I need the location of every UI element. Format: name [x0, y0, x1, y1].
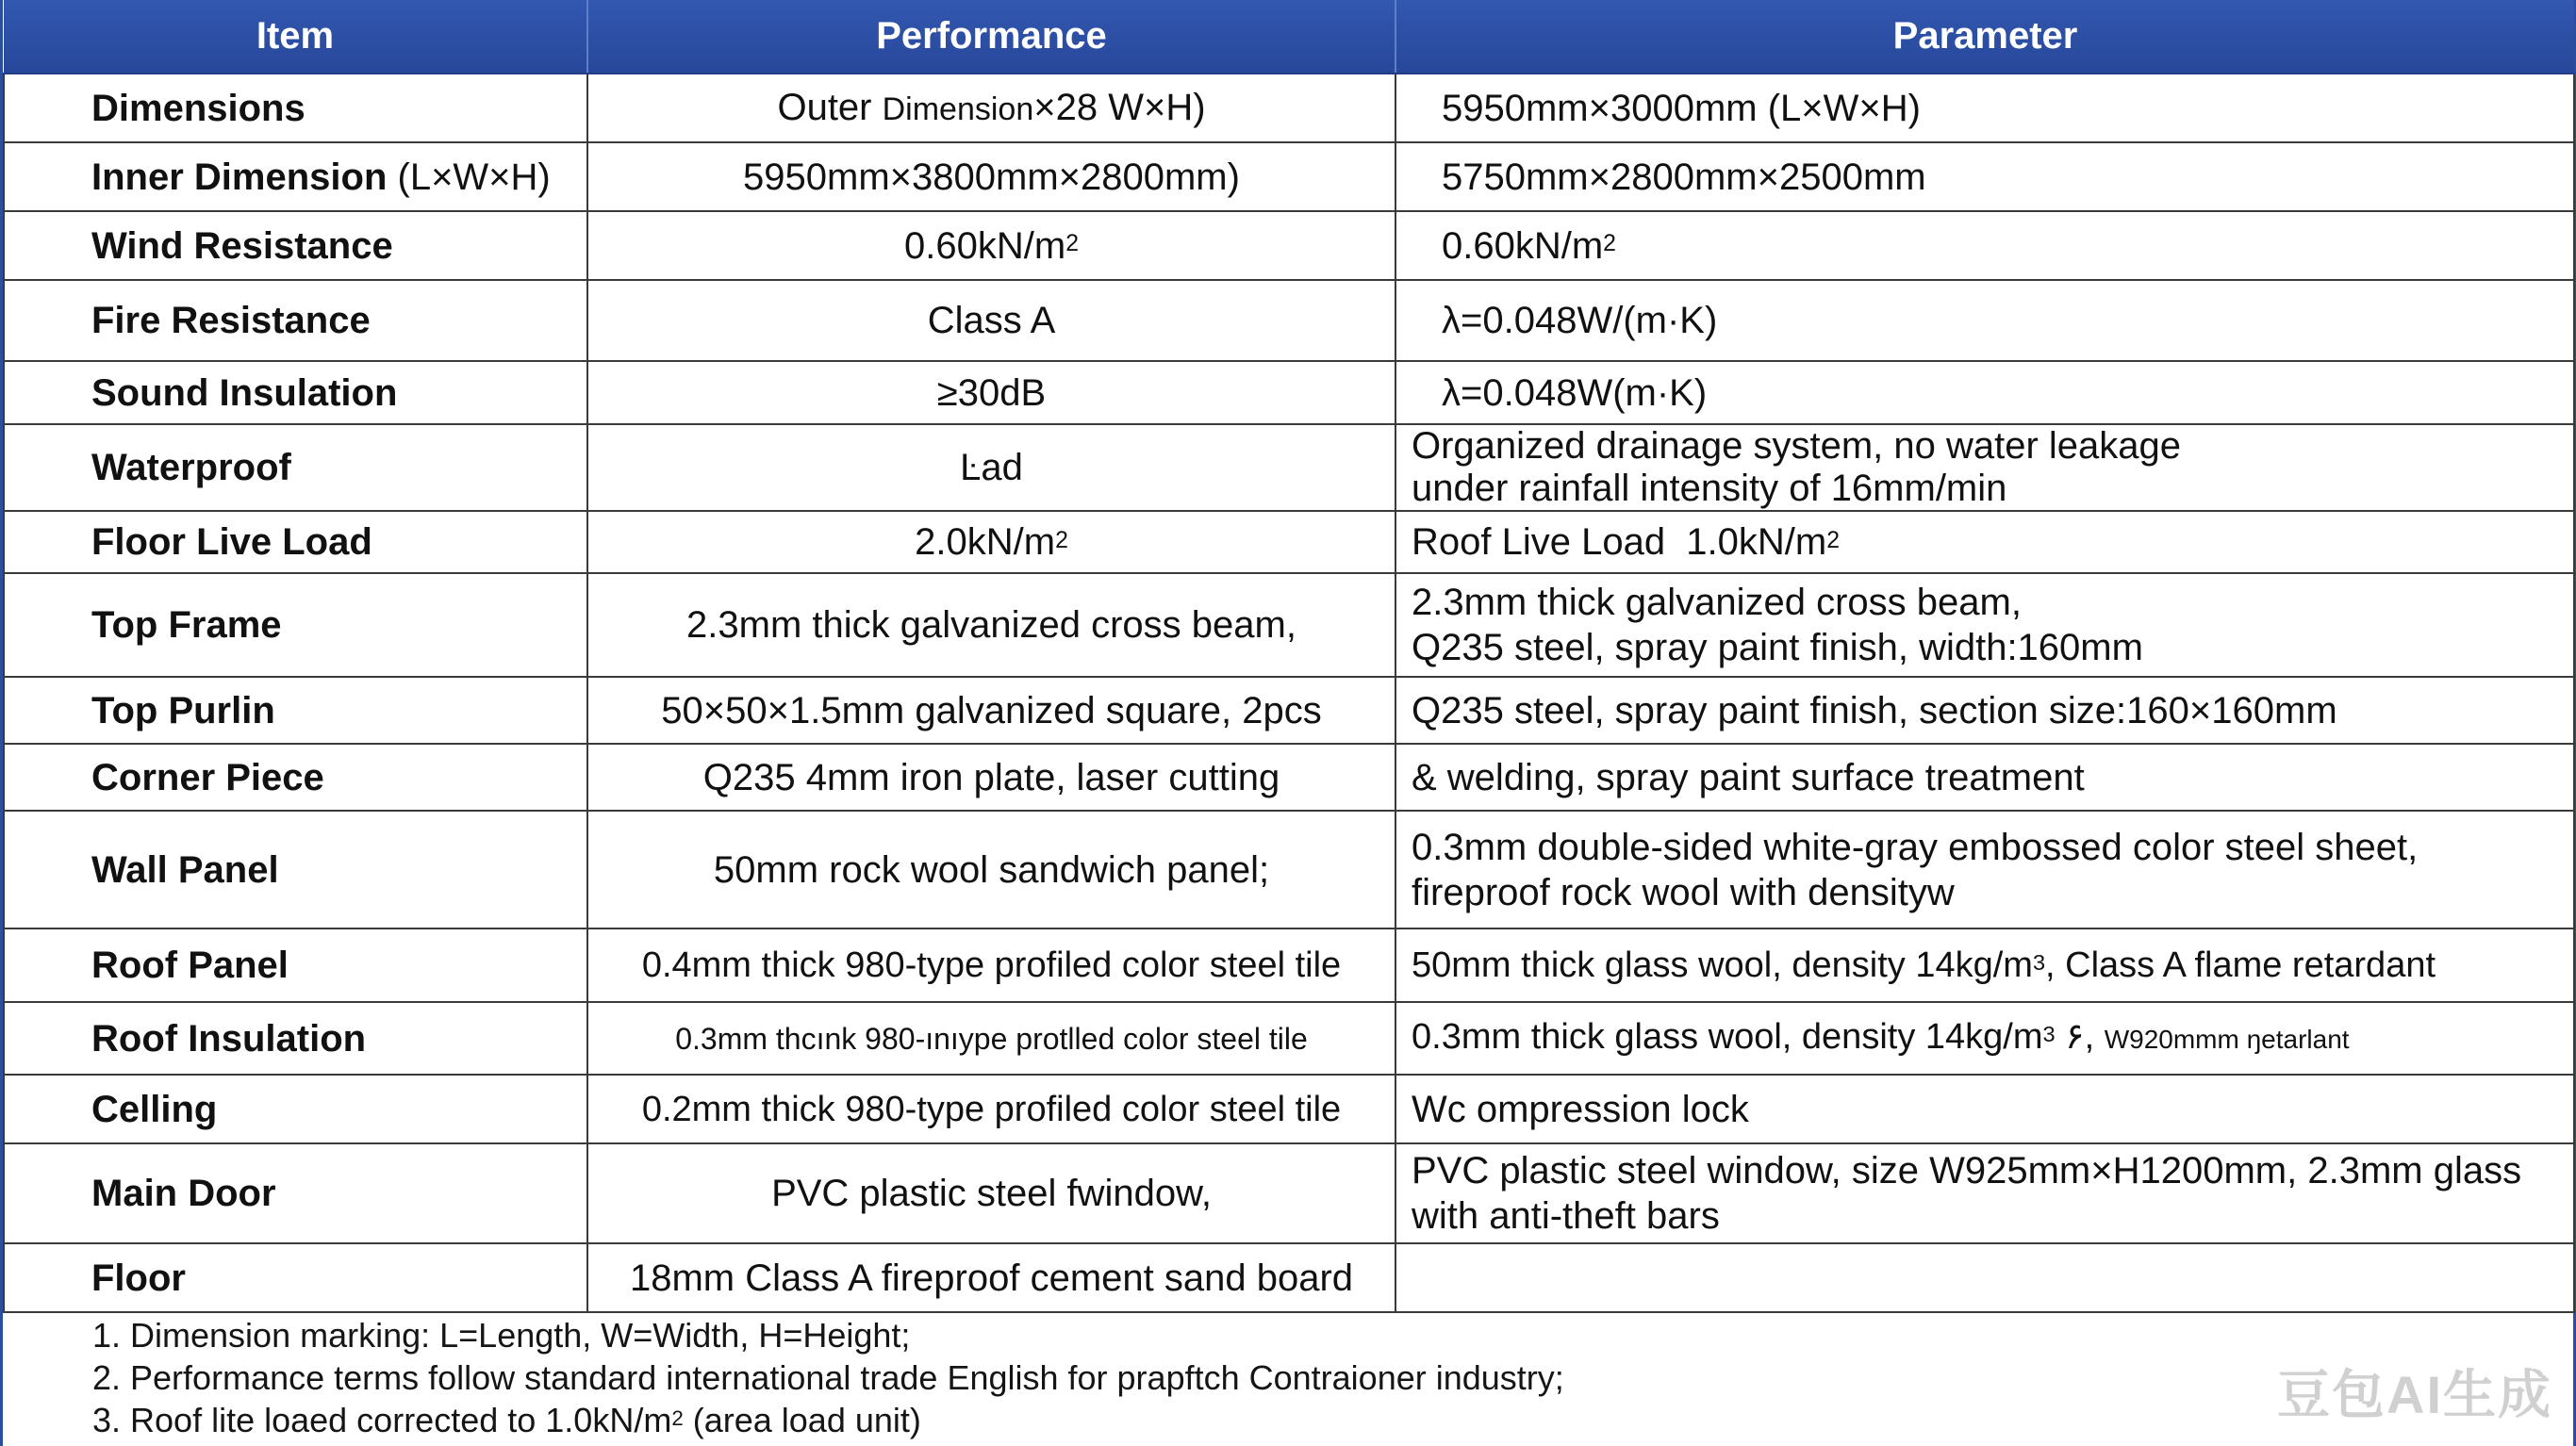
parameter-cell: 0.3mm double-sided white-gray embossed color steel sheet, fireproof rock wool with densityw	[1395, 811, 2574, 928]
item-cell: Main Door	[4, 1143, 587, 1243]
item-cell: Top Frame	[4, 573, 587, 677]
item-cell: Roof Panel	[4, 928, 587, 1002]
parameter-cell: Roof Live Load $1.0kN/m^2$	[1395, 511, 2574, 573]
parameter-cell: 2.3mm thick galvanized cross beam, Q235 steel, spray paint finish, width:160mm	[1395, 573, 2574, 677]
table-row	[4, 74, 2574, 142]
parameter-cell: λ=0.048W/(m·K)	[1395, 280, 2574, 361]
parameter-cell: 0.3mm thick glass wool, density $14kg/m^3$ ۶, W920mmm ŋetarlant	[1395, 1002, 2574, 1075]
performance-cell: 5950mm×3800mm×2800mm)	[587, 142, 1395, 211]
parameter-cell: λ=0.048W(m·K)	[1395, 361, 2574, 424]
table-row	[4, 928, 2574, 1002]
header-row	[4, 0, 2574, 74]
item-cell: Wind Resistance	[4, 211, 587, 280]
table-row	[4, 424, 2574, 511]
performance-cell: 2.3mm thick galvanized cross beam,	[587, 573, 1395, 677]
parameter-cell: & welding, spray paint surface treatment	[1395, 744, 2574, 811]
parameter-cell: $0.60kN/m^2$	[1395, 211, 2574, 280]
performance-cell: $0.60kN/m^2$	[587, 211, 1395, 280]
parameter-cell: 50mm thick glass wool, density $14kg/m^3$, Class A flame retardant	[1395, 928, 2574, 1002]
performance-cell: Q235 4mm iron plate, laser cutting	[587, 744, 1395, 811]
parameter-cell: 5950mm×3000mm (L×W×H)	[1395, 74, 2574, 142]
item-cell: Dimensions	[4, 74, 587, 142]
table-row	[4, 1002, 2574, 1075]
table-row	[4, 744, 2574, 811]
header-performance: Performance	[587, 0, 1395, 74]
table-row	[4, 573, 2574, 677]
footnote: 1. Dimension marking: L=Length, W=Width, H=Height;	[92, 1316, 911, 1355]
table-row	[4, 1143, 2574, 1243]
item-cell: Wall Panel	[4, 811, 587, 928]
table-row	[4, 361, 2574, 424]
performance-cell: 0.2mm thick 980-type profiled color steel tile	[587, 1075, 1395, 1143]
table-row	[4, 142, 2574, 211]
parameter-cell: 5750mm×2800mm×2500mm	[1395, 142, 2574, 211]
footnote: 2. Performance terms follow standard international trade English for prapftch Contraioner industry;	[92, 1358, 1564, 1397]
performance-cell: ≥30dB	[587, 361, 1395, 424]
header-item: Item	[4, 0, 587, 74]
performance-cell: Outer Dimension×28 W×H)	[587, 74, 1395, 142]
item-cell: Floor Live Load	[4, 511, 587, 573]
performance-cell: 0.3mm thcınk 980-ınıype protlled color steel tile	[587, 1002, 1395, 1075]
ai-watermark: 豆包AI生成	[2277, 1365, 2552, 1424]
table-row	[4, 280, 2574, 361]
table-row	[4, 1243, 2574, 1312]
parameter-cell: Wc ompression lock	[1395, 1075, 2574, 1143]
parameter-cell: Q235 steel, spray paint finish, section size:160×160mm	[1395, 677, 2574, 744]
item-cell: Fire Resistance	[4, 280, 587, 361]
table-row	[4, 811, 2574, 928]
item-cell: Inner Dimension (L×W×H)	[4, 142, 587, 211]
performance-cell: PVC plastic steel fwindow,	[587, 1143, 1395, 1243]
item-cell: Celling	[4, 1075, 587, 1143]
table-row	[4, 677, 2574, 744]
item-cell: Waterproof	[4, 424, 587, 511]
parameter-cell	[1395, 1243, 2574, 1312]
performance-cell: 50×50×1.5mm galvanized square, 2pcs	[587, 677, 1395, 744]
item-cell: Floor	[4, 1243, 587, 1312]
item-cell: Roof Insulation	[4, 1002, 587, 1075]
performance-cell: 0.4mm thick 980-type profiled color steel tile	[587, 928, 1395, 1002]
performance-cell: Class A	[587, 280, 1395, 361]
table-row	[4, 1075, 2574, 1143]
item-cell: Top Purlin	[4, 677, 587, 744]
performance-cell: $2.0kN/m^2$	[587, 511, 1395, 573]
table-row	[4, 511, 2574, 573]
footnote: 3. Roof lite loaed corrected to $1.0kN/m^2$ (area load unit)	[92, 1401, 921, 1439]
spec-table	[3, 0, 2575, 1313]
footnotes	[92, 1314, 1564, 1441]
item-cell: Corner Piece	[4, 744, 587, 811]
item-cell: Sound Insulation	[4, 361, 587, 424]
performance-cell: 50mm rock wool sandwich panel;	[587, 811, 1395, 928]
header-parameter: Parameter	[1395, 0, 2574, 74]
table-row	[4, 211, 2574, 280]
parameter-cell: Organized drainage system, no water leakage under rainfall intensity of 16mm/min	[1395, 424, 2574, 511]
performance-cell: 18mm Class A fireproof cement sand board	[587, 1243, 1395, 1312]
parameter-cell: PVC plastic steel window, size W925mm×H1200mm, 2.3mm glass with anti-theft bars	[1395, 1143, 2574, 1243]
performance-cell: Ŀad	[587, 424, 1395, 511]
